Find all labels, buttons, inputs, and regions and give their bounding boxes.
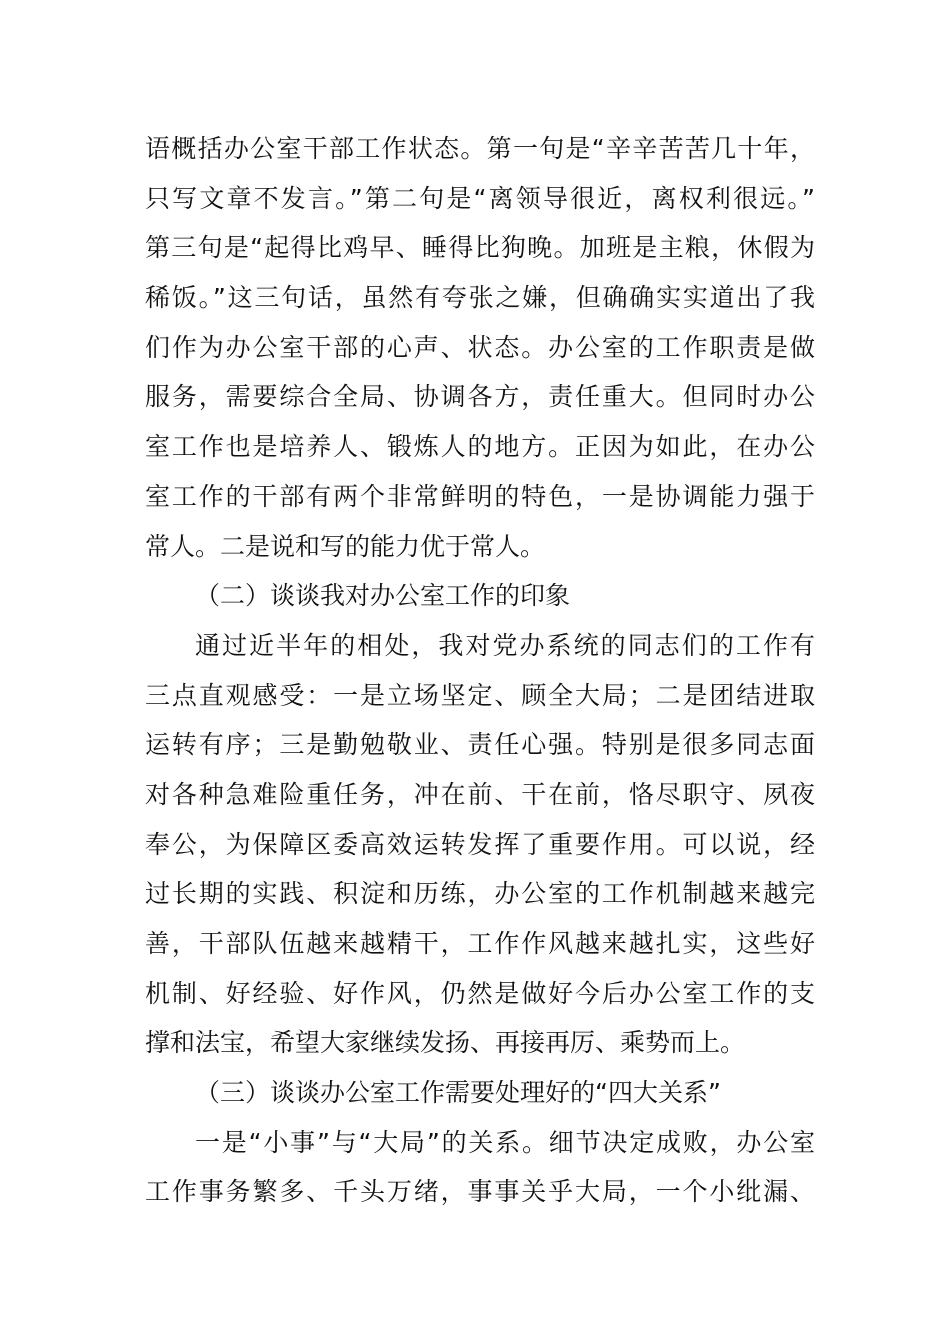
text-line: 撑和法宝，希望大家继续发扬、再接再厉、乘势而上。: [145, 1028, 746, 1058]
text-line: 机制、好经验、好作风，仍然是做好今后办公室工作的支: [145, 978, 815, 1008]
section-heading: （二）谈谈我对办公室工作的印象: [195, 581, 571, 611]
text-line: 第三句是“起得比鸡早、睡得比狗晚。加班是主粮，休假为: [145, 233, 815, 263]
text-line: 通过近半年的相处，我对党办系统的同志们的工作有: [195, 630, 815, 660]
body-text: [145, 124, 815, 1217]
text-line: 稀饭。”这三句话，虽然有夸张之嫌，但确确实实道出了我: [145, 283, 815, 313]
text-line: 善，干部队伍越来越精干，工作作风越来越扎实，这些好: [145, 929, 815, 958]
text-line: 们作为办公室干部的心声、状态。办公室的工作职责是做: [145, 332, 815, 362]
text-line: 运转有序；三是勤勉敬业、责任心强。特别是很多同志面: [145, 730, 815, 760]
text-line: 室工作也是培养人、锻炼人的地方。正因为如此，在办公: [145, 432, 815, 462]
text-line: 奉公，为保障区委高效运转发挥了重要作用。可以说，经: [145, 829, 815, 859]
text-line: 工作事务繁多、千头万绪，事事关乎大局，一个小纰漏、: [145, 1177, 815, 1207]
text-line: 服务，需要综合全局、协调各方，责任重大。但同时办公: [145, 382, 815, 412]
section-heading: （三）谈谈办公室工作需要处理好的“四大关系”: [195, 1078, 721, 1108]
text-line: 只写文章不发言。”第二句是“离领导很近，离权利很远。”: [145, 183, 815, 213]
text-line: 语概括办公室干部工作状态。第一句是“辛辛苦苦几十年，: [145, 134, 815, 163]
text-line: 常人。二是说和写的能力优于常人。: [145, 531, 546, 561]
text-line: 过长期的实践、积淀和历练，办公室的工作机制越来越完: [145, 879, 815, 909]
text-line: 一是“小事”与“大局”的关系。细节决定成败，办公室: [195, 1127, 815, 1157]
text-line: 三点直观感受：一是立场坚定、顾全大局；二是团结进取: [145, 680, 815, 710]
text-line: 对各种急难险重任务，冲在前、干在前，恪尽职守、夙夜: [145, 779, 815, 809]
text-line: 室工作的干部有两个非常鲜明的特色，一是协调能力强于: [145, 481, 815, 511]
